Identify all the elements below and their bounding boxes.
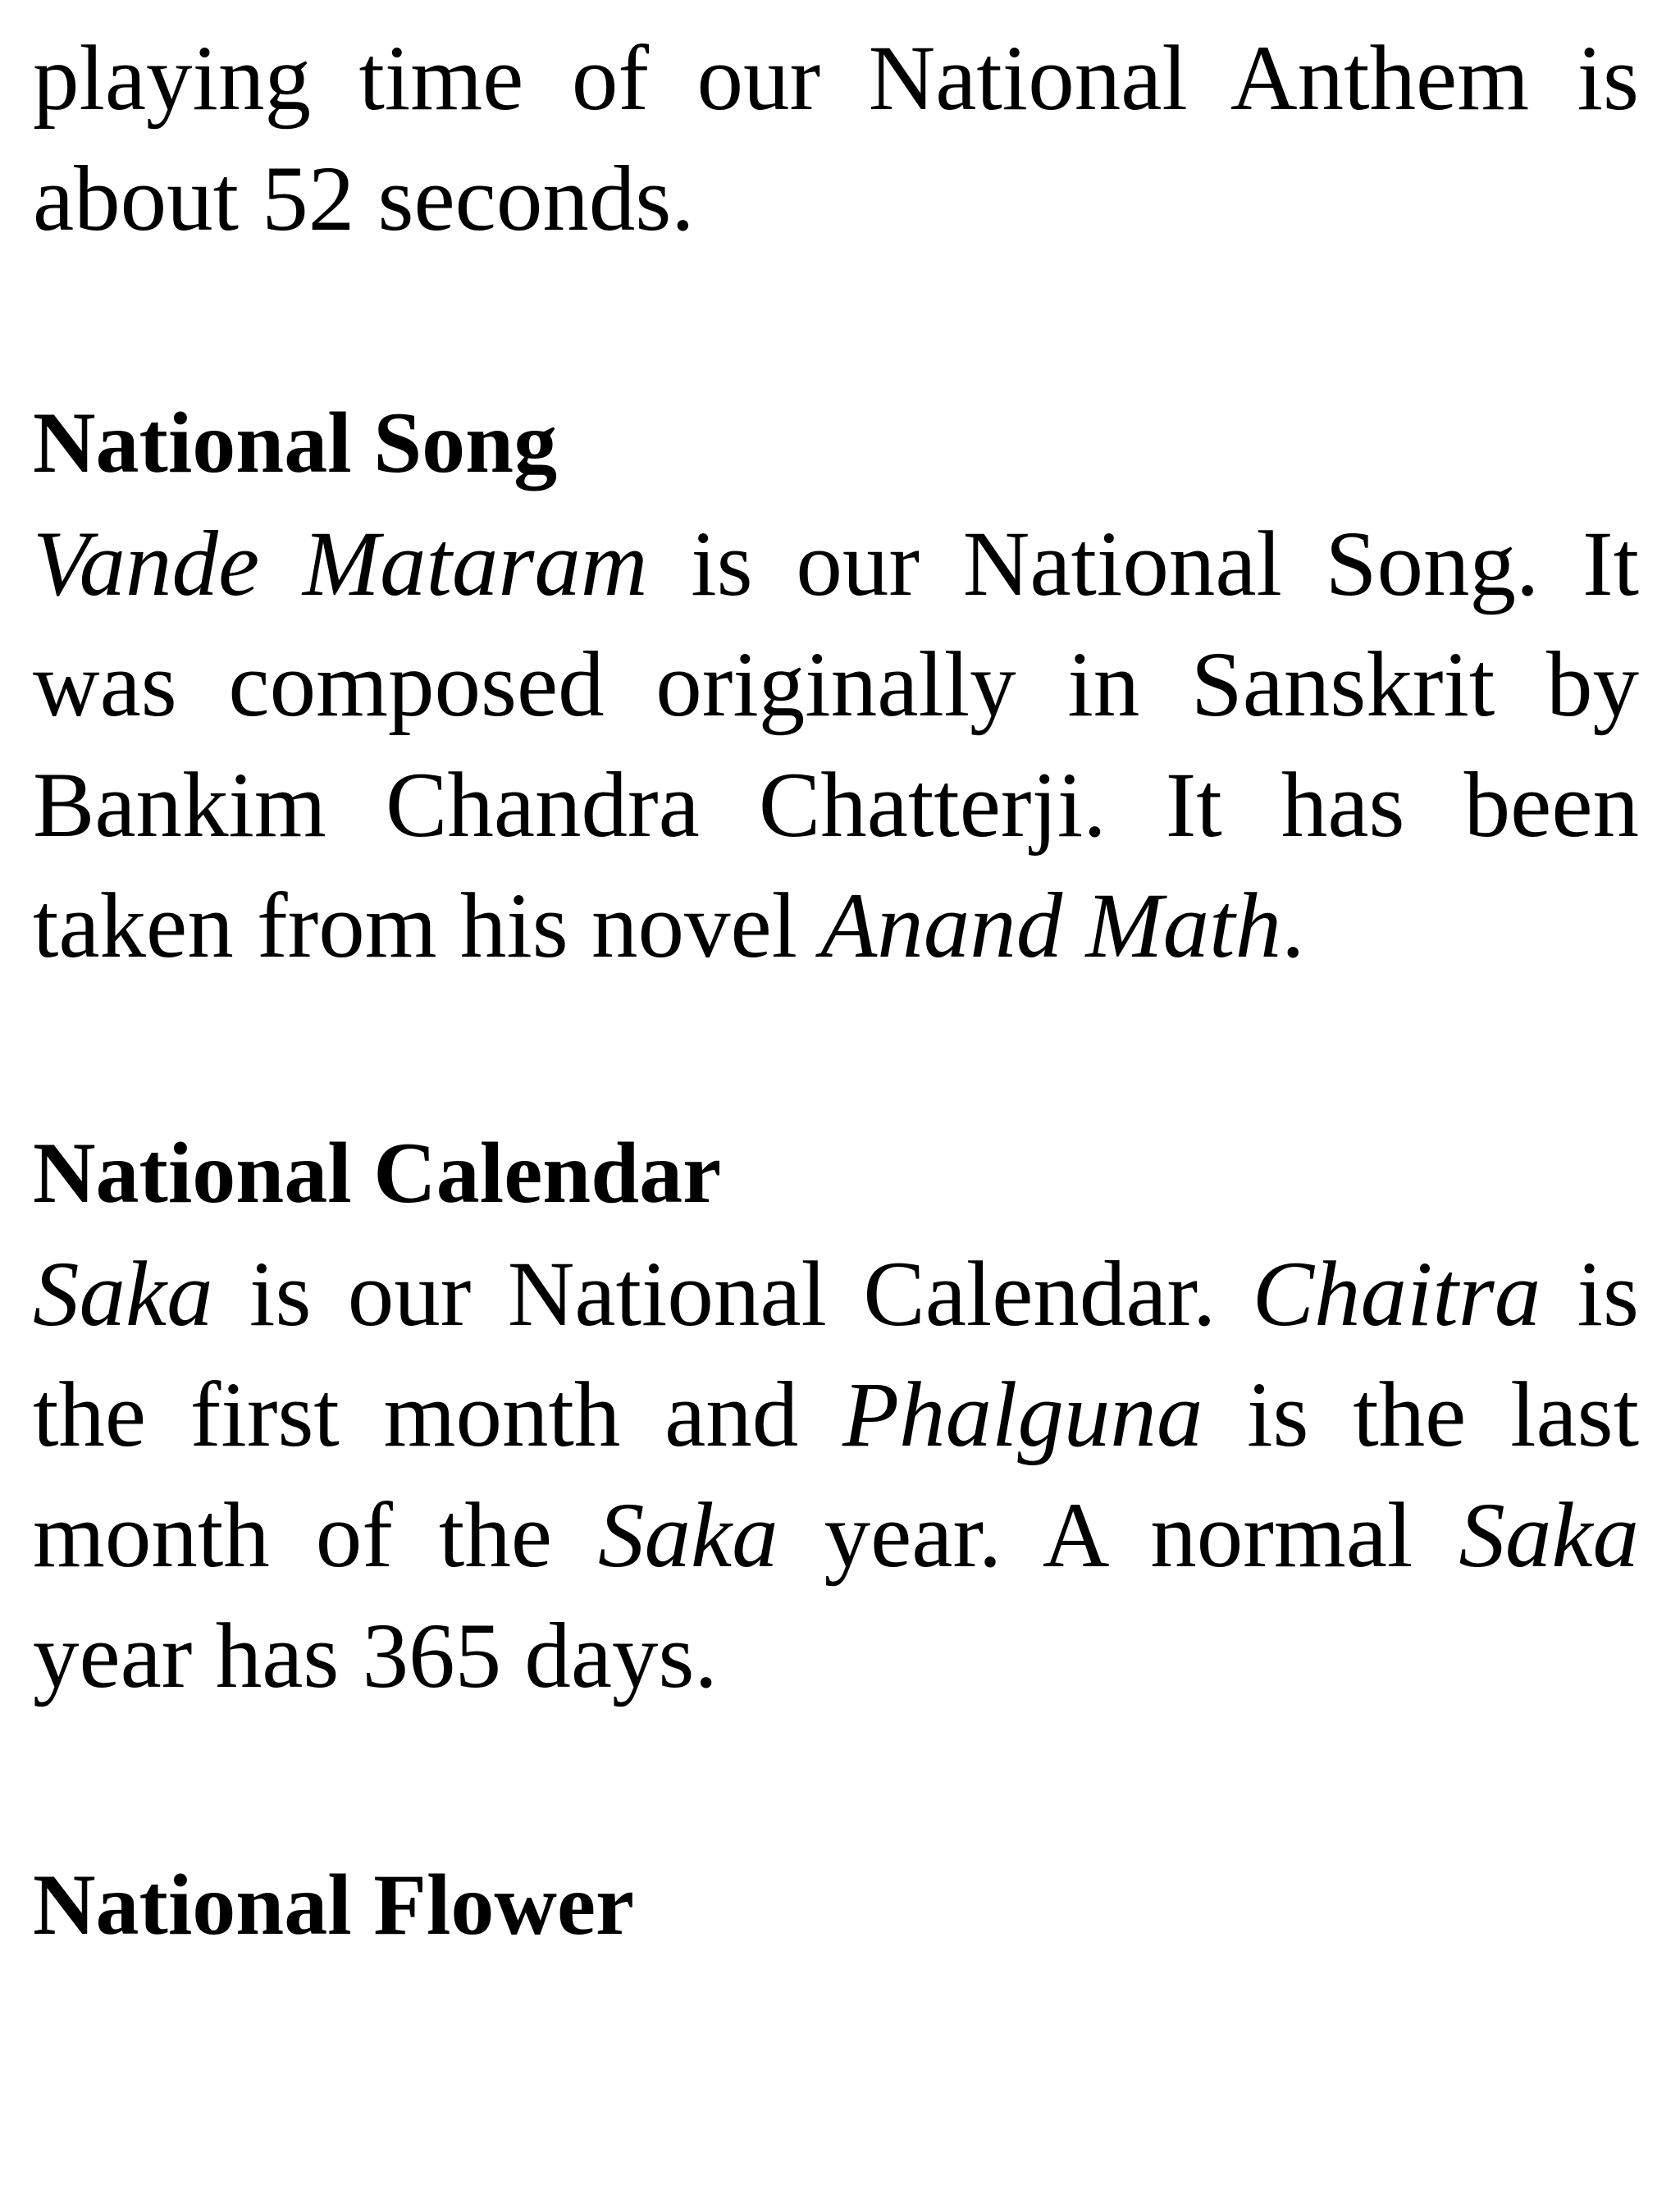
national-song-heading: National Song (33, 395, 558, 491)
saka-term: Saka (33, 1243, 213, 1346)
national-flower-section (33, 1848, 1639, 1963)
calendar-text-4: year. A normal (778, 1484, 1459, 1587)
saka-term-3: Saka (1459, 1484, 1639, 1587)
chaitra-term: Chaitra (1252, 1243, 1541, 1346)
calendar-text-2: is the first month and (33, 1243, 1639, 1466)
national-calendar-heading: National Calendar (33, 1125, 722, 1221)
national-flower-heading: National Flower (33, 1857, 635, 1953)
document-page (33, 0, 1639, 1963)
novel-title-italic: Anand Math (820, 875, 1282, 977)
continued-paragraph: playing time of our National Anthem is about 52 seconds. (33, 27, 1639, 250)
calendar-text-5: year has 365 days. (33, 1605, 718, 1707)
phalguna-term: Phalguna (842, 1364, 1203, 1466)
song-text: is our National Song. It was composed originally in Sanskrit by Bankim Chandra Chatterji. It has been taken from his novel (33, 513, 1639, 977)
national-calendar-paragraph (33, 1234, 1639, 1716)
national-song-section (33, 386, 1639, 986)
song-title-italic: Vande Mataram (33, 513, 648, 615)
song-text-end: . (1281, 875, 1305, 977)
national-song-paragraph (33, 504, 1639, 986)
calendar-text-3: is the last month of the (33, 1364, 1639, 1587)
saka-term-2: Saka (597, 1484, 778, 1587)
national-calendar-section (33, 1116, 1639, 1716)
calendar-text-1: is our National Calendar. (212, 1243, 1253, 1346)
